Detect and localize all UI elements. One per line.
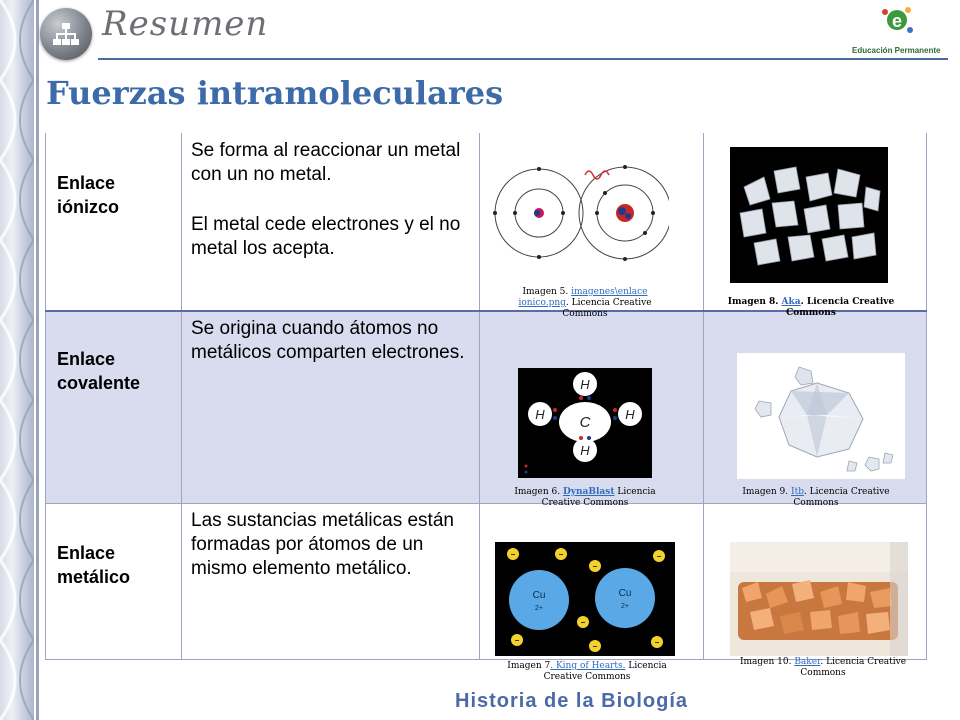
header-title: Resumen xyxy=(102,4,269,44)
row-label-metallic: Enlace metálico xyxy=(57,543,131,587)
atom-label: H xyxy=(625,407,635,422)
atom-label: H xyxy=(580,377,590,392)
bond-types-table xyxy=(45,133,927,682)
ionic-bond-diagram-icon xyxy=(493,153,669,273)
caption-text: Imagen 7 xyxy=(507,661,551,671)
table-border xyxy=(181,133,182,660)
diamonds-icon xyxy=(737,353,905,479)
caption-text: . Licencia Creative Commons xyxy=(786,297,895,318)
copper-crystals-icon xyxy=(730,542,908,656)
electron-label: − xyxy=(656,552,662,561)
row-label-ionic: Enlace iónizco xyxy=(57,173,119,217)
electron-label: − xyxy=(558,550,564,559)
salt-crystals-icon xyxy=(730,147,888,283)
sitemap-logo-icon xyxy=(40,8,92,60)
row-label-covalent: Enlace covalente xyxy=(57,349,141,393)
ion-charge: 2+ xyxy=(621,603,629,610)
footer-title: Historia de la Biología xyxy=(455,690,689,712)
caption-image-6 xyxy=(497,487,673,509)
metallic-description: Las sustancias metálicas están formadas por átomos de un mismo elemento metálico. xyxy=(191,510,454,579)
table-border xyxy=(703,133,704,660)
caption-text: Licencia Creative Commons xyxy=(543,661,667,682)
caption-text: . Licencia Creative Commons xyxy=(800,657,907,678)
electron-label: − xyxy=(592,642,598,651)
caption-link[interactable]: Baker xyxy=(794,657,821,667)
svg-text:e: e xyxy=(892,11,903,31)
electron-label: − xyxy=(592,562,598,571)
caption-image-8 xyxy=(713,297,909,319)
electron-label: − xyxy=(510,550,516,559)
atom-label: H xyxy=(535,407,545,422)
caption-link[interactable]: . King of Hearts. xyxy=(550,661,626,671)
caption-text: Imagen 8. xyxy=(727,297,782,307)
ion-charge: 2+ xyxy=(535,605,543,612)
electron-label: − xyxy=(580,618,586,627)
caption-image-5 xyxy=(497,287,673,320)
ion-label: Cu xyxy=(618,588,632,599)
brand-name: Educación Permanente xyxy=(852,46,941,55)
left-divider-line xyxy=(36,0,39,720)
ion-label: Cu xyxy=(532,590,546,601)
caption-link[interactable]: imagenes\enlace ionico.png xyxy=(518,287,648,308)
methane-molecule-icon xyxy=(518,368,652,478)
caption-text: Imagen 5. xyxy=(522,287,572,297)
left-decorative-band xyxy=(0,0,34,720)
slide-title: Fuerzas intramoleculares xyxy=(46,74,504,112)
ionic-description-2: El metal cede electrones y el no metal los acepta. xyxy=(191,214,461,259)
table-border xyxy=(926,133,927,660)
table-border xyxy=(45,133,46,660)
atom-label: H xyxy=(580,443,590,458)
caption-text: Imagen 10. xyxy=(739,657,795,667)
atom-label: C xyxy=(579,414,591,431)
caption-text: . Licencia Creative Commons xyxy=(562,298,652,319)
metallic-bond-icon xyxy=(495,542,675,656)
caption-link[interactable]: DynaBlast xyxy=(562,487,615,497)
electron-label: − xyxy=(514,636,520,645)
caption-text: Licencia Creative Commons xyxy=(541,487,656,508)
table-border xyxy=(479,133,480,660)
caption-image-9 xyxy=(725,487,907,509)
electron-label: − xyxy=(654,638,660,647)
caption-text: . Licencia Creative Commons xyxy=(793,487,890,508)
caption-text: Imagen 9. xyxy=(742,487,792,497)
caption-text: Imagen 6. xyxy=(514,487,563,497)
band-pattern-icon xyxy=(0,0,34,720)
caption-link[interactable]: Aka xyxy=(781,297,801,307)
ionic-description-1: Se forma al reaccionar un metal con un no metal. xyxy=(191,140,461,185)
caption-image-7 xyxy=(497,661,677,683)
caption-link[interactable]: Itb xyxy=(791,487,804,497)
header-rule xyxy=(98,58,948,60)
caption-image-10 xyxy=(735,657,911,679)
covalent-description: Se origina cuando átomos no metálicos comparten electrones. xyxy=(191,318,465,363)
